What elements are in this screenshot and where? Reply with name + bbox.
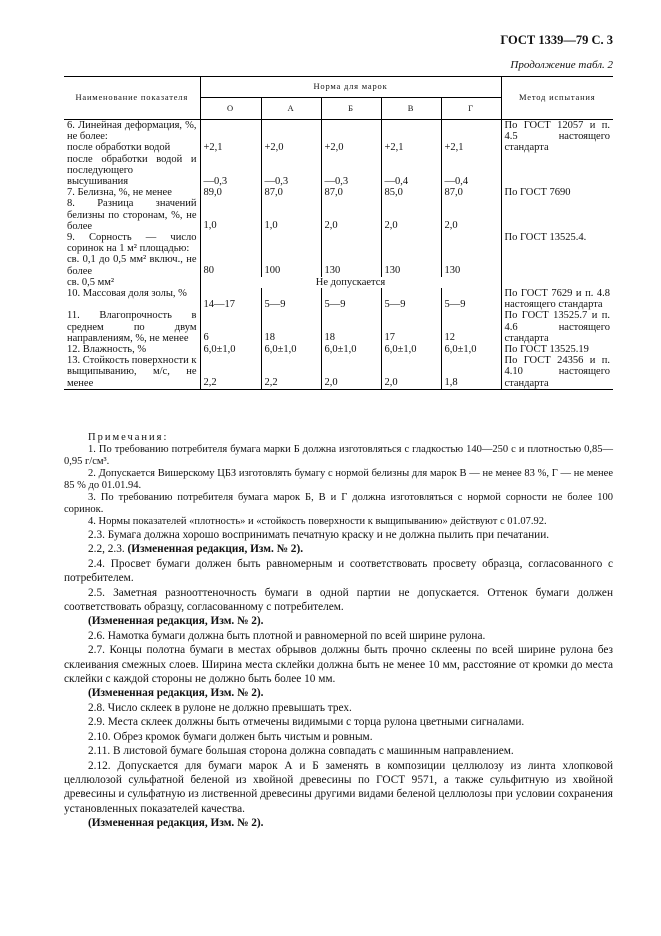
table-notes — [64, 432, 613, 528]
norm-value: —0,4 — [441, 154, 501, 188]
norm-value: +2,1 — [200, 120, 261, 154]
body-paragraph — [64, 557, 613, 586]
norm-value: 100 — [261, 232, 321, 277]
grade-header: Б — [321, 98, 381, 120]
indicator-text: после обработки водой и последующего высушивания — [67, 153, 197, 188]
norm-value: 2,0 — [381, 355, 441, 389]
paragraph-text: 2.11. В листовой бумаге большая сторона должна совпадать с машинным направлением. — [88, 745, 514, 758]
norm-value: 18 — [321, 310, 381, 344]
indicator-text: св. 0,5 мм² — [67, 276, 115, 288]
norm-value: 1,0 — [261, 198, 321, 232]
method-cell — [501, 154, 613, 188]
paragraph-text: 2.6. Намотка бумаги должна быть плотной и равномерной по всей ширине рулона. — [88, 629, 486, 642]
norm-value: 87,0 — [321, 187, 381, 198]
indicator-text: 12. Влажность, % — [67, 344, 147, 356]
norm-value: +2,0 — [261, 120, 321, 154]
col-indicator-header: Наименование показателя — [64, 77, 200, 120]
paragraph-text: 2.5. Заметная разнооттеночность бумаги в одной партии не допускается. Оттенок бумаги должен соответствовать образцу, согласованному с потребителем. — [64, 586, 613, 614]
paragraph-text: 2.3. Бумага должна хорошо воспринимать печатную краску и не должна пылить при печатании. — [88, 529, 550, 541]
body-paragraph — [64, 542, 613, 556]
indicator-cell — [64, 277, 200, 288]
indicator-cell — [64, 154, 200, 188]
amendment-note: (Измененная редакция, Изм. № 2). — [88, 615, 264, 628]
body-paragraph — [64, 744, 613, 758]
norm-value: 6,0±1,0 — [381, 344, 441, 355]
note-item: 1. По требованию потребителя бумага марки Б должна изготовляться с гладкостью 140—250 с и плотностью 0,85—0,95 г/см³. — [64, 444, 613, 467]
paragraph-text: 2.4. Просвет бумаги должен быть равномерным и соответствовать просвету образца, согласованного с потребителем. — [64, 557, 613, 585]
norm-value: —0,4 — [381, 154, 441, 188]
method-cell: По ГОСТ 24356 и п. 4.10 настоящего стандарта — [501, 355, 613, 389]
note-item: 3. По требованию потребителя бумага марок Б, В и Г должна изготовляться с нормой сорности не более 100 соринок. — [64, 492, 613, 515]
indicator-text: 8. Разница значений белизны по сторонам, %, не более — [67, 198, 197, 232]
body-paragraph — [64, 730, 613, 744]
indicator-text: 13. Стойкость поверхности к выщипыванию, м/с, не менее — [67, 355, 197, 389]
body-paragraph — [64, 759, 613, 817]
paragraph-text: 2.7. Концы полотна бумаги в местах обрывов должны быть прочно склеены по всей ширине рулона без склеивания смежных слоев. Ширина места склейки должна быть не менее 10 мм, расстояние от кромки до места склейки с каждой стороны не должно быть более 10 мм. — [64, 644, 613, 686]
method-cell: По ГОСТ 13525.19 — [501, 344, 613, 355]
indicator-text: св. 0,1 до 0,5 мм² включ., не более — [67, 254, 197, 277]
table-row — [64, 154, 613, 188]
norm-value: 87,0 — [441, 187, 501, 198]
norm-value: +2,1 — [441, 120, 501, 154]
norm-value: 6,0±1,0 — [441, 344, 501, 355]
norm-value: 6,0±1,0 — [261, 344, 321, 355]
indicator-text: 9. Сорность — число соринок на 1 м² площадью: — [67, 232, 197, 255]
norm-value: —0,3 — [261, 154, 321, 188]
body-paragraph — [64, 701, 613, 715]
table-row — [64, 277, 613, 288]
method-cell: По ГОСТ 13525.7 и п. 4.6 настоящего стандарта — [501, 310, 613, 344]
method-cell: По ГОСТ 12057 и п. 4.5 настоящего стандарта — [501, 120, 613, 154]
body-paragraph — [64, 614, 613, 628]
norm-value: 1,8 — [441, 355, 501, 389]
norm-value: 5—9 — [261, 288, 321, 310]
table-row — [64, 355, 613, 389]
norm-value: 6 — [200, 310, 261, 344]
body-paragraph — [64, 816, 613, 830]
norm-value: —0,3 — [321, 154, 381, 188]
grade-header: О — [200, 98, 261, 120]
body-paragraph — [64, 715, 613, 729]
paragraph-text: 2.12. Допускается для бумаги марок А и Б заменять в композиции целлюлозу из линта хлопковой целлюлозой сульфатной беленой из хвойной древесины по ГОСТ 9571, а также сульфитную из хвойной древесины и сульфатную из лиственной древесины другими видами беленой целлюлозы при условии сохранения установленных показателей качества. — [64, 759, 613, 815]
indicator-cell — [64, 344, 200, 355]
norm-value: 2,0 — [441, 198, 501, 232]
grade-header: А — [261, 98, 321, 120]
norm-value: —0,3 — [200, 154, 261, 188]
amendment-note: (Измененная редакция, Изм. № 2). — [88, 817, 264, 830]
page-header: ГОСТ 1339—79 С. 3 — [500, 33, 613, 47]
norm-value: 5—9 — [381, 288, 441, 310]
norm-value: 89,0 — [200, 187, 261, 198]
table-row — [64, 232, 613, 277]
norm-value: 1,0 — [200, 198, 261, 232]
indicator-text: 7. Белизна, %, не менее — [67, 187, 172, 199]
paragraph-text: 2.8. Число склеек в рулоне не должно превышать трех. — [88, 701, 352, 714]
grade-header: В — [381, 98, 441, 120]
norm-value: 5—9 — [441, 288, 501, 310]
body-paragraph — [64, 643, 613, 686]
table-row — [64, 187, 613, 198]
table-row — [64, 120, 613, 154]
table-row — [64, 310, 613, 344]
note-item: 4. Нормы показателей «плотность» и «стойкость поверхности к выщипыванию» действуют с 01.07.92. — [88, 516, 547, 527]
norm-value: 80 — [200, 232, 261, 277]
norm-value: 18 — [261, 310, 321, 344]
method-cell: По ГОСТ 7629 и п. 4.8 настоящего стандарта — [501, 288, 613, 310]
method-cell — [501, 198, 613, 232]
table-continuation-label: Продолжение табл. 2 — [510, 59, 613, 71]
paragraph-text: 2.9. Места склеек должны быть отмечены видимыми с торца рулона цветными сигналами. — [88, 716, 525, 729]
norm-value: 2,0 — [321, 198, 381, 232]
norm-value: 12 — [441, 310, 501, 344]
spec-table — [64, 76, 613, 390]
body-paragraph — [64, 528, 613, 542]
merged-norm-cell: Не допускается — [200, 277, 501, 288]
body-paragraph — [64, 686, 613, 700]
notes-title: Примечания: — [88, 432, 169, 443]
col-method-header: Метод испытания — [501, 77, 613, 120]
norm-value: 2,0 — [321, 355, 381, 389]
indicator-text: 11. Влагопрочность в среднем по двум направлениям, %, не менее — [67, 310, 197, 344]
norm-value: 87,0 — [261, 187, 321, 198]
norm-value: 5—9 — [321, 288, 381, 310]
indicator-text: 10. Массовая доля золы, % — [67, 288, 187, 300]
indicator-text: после обработки водой — [67, 142, 171, 154]
indicator-cell — [64, 232, 200, 277]
amendment-note: (Измененная редакция, Изм. № 2). — [88, 687, 264, 700]
table-row — [64, 288, 613, 310]
col-norm-header: Норма для марок — [200, 77, 501, 98]
indicator-text: 6. Линейная деформация, %, не более: — [67, 120, 197, 143]
norm-value: 130 — [321, 232, 381, 277]
norm-value: 17 — [381, 310, 441, 344]
norm-value: 2,2 — [200, 355, 261, 389]
indicator-cell — [64, 198, 200, 232]
norm-value: +2,0 — [321, 120, 381, 154]
body-paragraph — [64, 586, 613, 615]
paragraph-text: 2.10. Обрез кромок бумаги должен быть чистым и ровным. — [88, 730, 373, 743]
body-text — [64, 528, 613, 831]
norm-value: 14—17 — [200, 288, 261, 310]
norm-value: 2,2 — [261, 355, 321, 389]
norm-value: 130 — [381, 232, 441, 277]
norm-value: 2,0 — [381, 198, 441, 232]
method-cell: По ГОСТ 7690 — [501, 187, 613, 198]
table-row — [64, 344, 613, 355]
norm-value: +2,1 — [381, 120, 441, 154]
norm-value: 85,0 — [381, 187, 441, 198]
method-cell: По ГОСТ 13525.4. — [501, 232, 613, 277]
method-cell — [501, 277, 613, 288]
table-row — [64, 198, 613, 232]
indicator-cell — [64, 310, 200, 344]
norm-value: 6,0±1,0 — [200, 344, 261, 355]
indicator-cell — [64, 355, 200, 389]
body-paragraph — [64, 629, 613, 643]
indicator-cell — [64, 288, 200, 310]
norm-value: 130 — [441, 232, 501, 277]
norm-value: 6,0±1,0 — [321, 344, 381, 355]
indicator-cell — [64, 120, 200, 154]
amendment-note: (Измененная редакция, Изм. № 2). — [127, 543, 304, 556]
paragraph-lead: 2.2, 2.3. — [88, 543, 128, 556]
note-item: 2. Допускается Вишерскому ЦБЗ изготовлять бумагу с нормой белизны для марок В — не менее 83 %, Г — не менее 85 % до 01.01.94. — [64, 468, 613, 491]
indicator-cell — [64, 187, 200, 198]
grade-header: Г — [441, 98, 501, 120]
